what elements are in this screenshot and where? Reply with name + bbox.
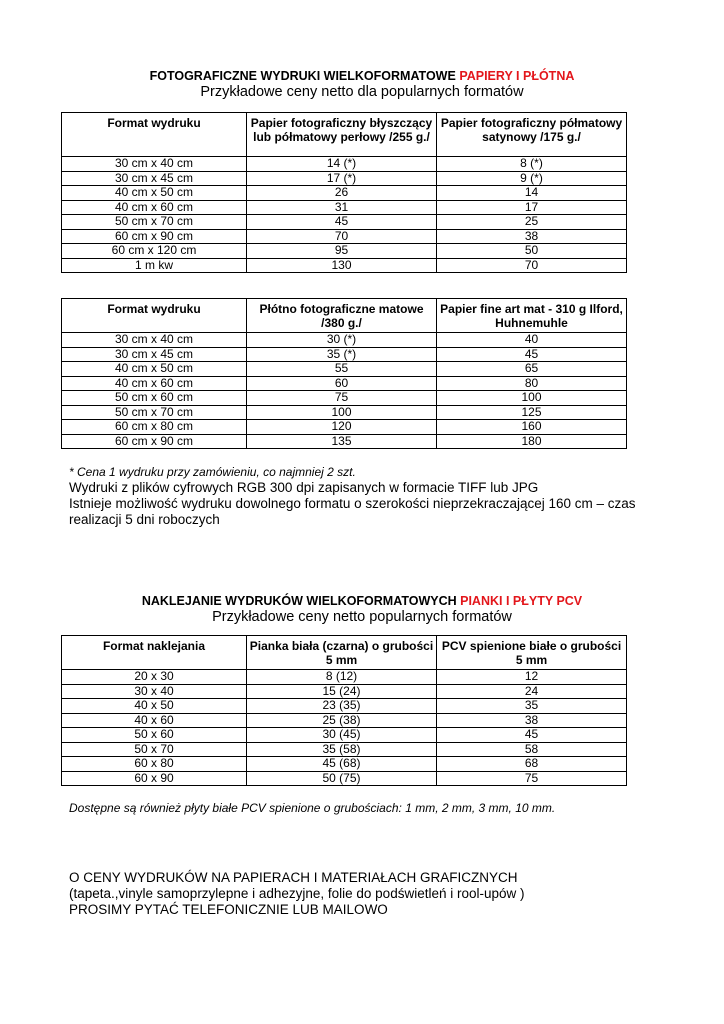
table-cell: 15 (24) (247, 684, 437, 699)
table-row (62, 347, 627, 362)
table-cell: 120 (247, 420, 437, 435)
table-cell: 50 cm x 60 cm (62, 391, 247, 406)
table-cell: 30 (45) (247, 728, 437, 743)
table-row (62, 376, 627, 391)
table-row (62, 333, 627, 348)
table-cell: 45 (437, 728, 627, 743)
table-cell: 8 (*) (437, 157, 627, 172)
table-cell: 40 x 60 (62, 713, 247, 728)
table-cell: 1 m kw (62, 258, 247, 273)
table-cell: 30 x 40 (62, 684, 247, 699)
table-cell: 50 (437, 244, 627, 259)
table-row (62, 728, 627, 743)
table-cell: 75 (437, 771, 627, 786)
table-cell: 100 (247, 405, 437, 420)
table-row (62, 757, 627, 772)
notes1-line1: Wydruki z plików cyfrowych RGB 300 dpi zapisanych w formacie TIFF lub JPG (69, 480, 539, 495)
table-cell: 17 (*) (247, 171, 437, 186)
table-row (62, 670, 627, 685)
table-cell: 26 (247, 186, 437, 201)
contact-block (69, 870, 669, 918)
table-cell: 14 (*) (247, 157, 437, 172)
table-cell: 125 (437, 405, 627, 420)
table3-header-format: Format naklejania (62, 636, 247, 670)
table-row (62, 171, 627, 186)
table-cell: 9 (*) (437, 171, 627, 186)
table-cell: 40 cm x 50 cm (62, 186, 247, 201)
table-cell: 20 x 30 (62, 670, 247, 685)
section1-title-red: PAPIERY I PŁÓTNA (459, 69, 575, 83)
table-cell: 25 (38) (247, 713, 437, 728)
table-row (62, 244, 627, 259)
table2-header-format: Format wydruku (62, 299, 247, 333)
table-cell: 38 (437, 713, 627, 728)
table-cell: 50 cm x 70 cm (62, 215, 247, 230)
table-cell: 50 x 70 (62, 742, 247, 757)
table-row (62, 215, 627, 230)
table-cell: 65 (437, 362, 627, 377)
section2-title-black: NAKLEJANIE WYDRUKÓW WIELKOFORMATOWYCH (141, 594, 457, 608)
table-cell: 30 cm x 45 cm (62, 347, 247, 362)
notes1-line2: Istnieje możliwość wydruku dowolnego formatu o szerokości nieprzekraczającej 160 cm – czas (69, 496, 636, 511)
table1-header-satin: Papier fotograficzny półmatowy satynowy /175 g./ (437, 113, 627, 157)
table2-header-fineart: Papier fine art mat - 310 g Ilford, Huhnemuhle (437, 299, 627, 333)
table-cell: 45 (437, 347, 627, 362)
table-cell: 100 (437, 391, 627, 406)
table-cell: 50 (75) (247, 771, 437, 786)
table2 (61, 298, 627, 449)
table-cell: 14 (437, 186, 627, 201)
table-cell: 80 (437, 376, 627, 391)
section1-title-black: FOTOGRAFICZNE WYDRUKI WIELKOFORMATOWE (149, 69, 456, 83)
table-cell: 40 cm x 60 cm (62, 200, 247, 215)
table-cell: 130 (247, 258, 437, 273)
section1-subtitle: Przykładowe ceny netto dla popularnych formatów (200, 84, 524, 100)
table-cell: 31 (247, 200, 437, 215)
table-cell: 70 (437, 258, 627, 273)
table-cell: 17 (437, 200, 627, 215)
table-row (62, 434, 627, 449)
table-row (62, 391, 627, 406)
contact-line3: PROSIMY PYTAĆ TELEFONICZNIE LUB MAILOWO (69, 902, 388, 917)
table-cell: 30 (*) (247, 333, 437, 348)
table-cell: 60 cm x 90 cm (62, 434, 247, 449)
section2-title (0, 594, 724, 608)
table-cell: 75 (247, 391, 437, 406)
table-cell: 25 (437, 215, 627, 230)
table-cell: 45 (68) (247, 757, 437, 772)
table-cell: 30 cm x 40 cm (62, 157, 247, 172)
table-cell: 60 (247, 376, 437, 391)
table-cell: 40 (437, 333, 627, 348)
table-cell: 40 cm x 50 cm (62, 362, 247, 377)
table-row (62, 186, 627, 201)
table-row (62, 771, 627, 786)
table-row (62, 157, 627, 172)
table-cell: 60 x 80 (62, 757, 247, 772)
footnote: * Cena 1 wydruku przy zamówieniu, co najmniej 2 szt. (69, 465, 356, 479)
table-row (62, 229, 627, 244)
table-cell: 60 cm x 90 cm (62, 229, 247, 244)
table1-header-format: Format wydruku (62, 113, 247, 157)
table-cell: 70 (247, 229, 437, 244)
table-cell: 40 cm x 60 cm (62, 376, 247, 391)
contact-line2: (tapeta.,vinyle samoprzylepne i adhezyjne, folie do podświetleń i rool-upów ) (69, 886, 525, 901)
table-cell: 58 (437, 742, 627, 757)
section1-title (0, 69, 724, 83)
table-cell: 60 cm x 80 cm (62, 420, 247, 435)
table-cell: 12 (437, 670, 627, 685)
table-cell: 35 (*) (247, 347, 437, 362)
contact-line1: O CENY WYDRUKÓW NA PAPIERACH I MATERIAŁACH GRAFICZNYCH (69, 870, 518, 885)
notes1-line3: realizacji 5 dni roboczych (69, 512, 220, 527)
table-cell: 24 (437, 684, 627, 699)
table-row (62, 699, 627, 714)
table-row (62, 742, 627, 757)
table-cell: 95 (247, 244, 437, 259)
table-cell: 50 x 60 (62, 728, 247, 743)
table-cell: 135 (247, 434, 437, 449)
table-cell: 68 (437, 757, 627, 772)
table-cell: 45 (247, 215, 437, 230)
table3-header-row (62, 636, 627, 670)
section2-title-red: PIANKI I PŁYTY PCV (460, 594, 583, 608)
table-row (62, 405, 627, 420)
table3-header-foam: Pianka biała (czarna) o grubości 5 mm (247, 636, 437, 670)
table-cell: 50 cm x 70 cm (62, 405, 247, 420)
table-cell: 35 (58) (247, 742, 437, 757)
notes1-block (69, 480, 649, 528)
table-cell: 180 (437, 434, 627, 449)
table1 (61, 112, 627, 273)
table-cell: 60 cm x 120 cm (62, 244, 247, 259)
table-row (62, 200, 627, 215)
table-cell: 160 (437, 420, 627, 435)
table-row (62, 420, 627, 435)
table1-header-row (62, 113, 627, 157)
table-cell: 40 x 50 (62, 699, 247, 714)
table3 (61, 635, 627, 786)
table-row (62, 684, 627, 699)
pvc-thickness-note: Dostępne są również płyty białe PCV spienione o grubościach: 1 mm, 2 mm, 3 mm, 10 mm. (69, 801, 556, 815)
table-cell: 55 (247, 362, 437, 377)
table2-header-canvas: Płótno fotograficzne matowe /380 g./ (247, 299, 437, 333)
table1-header-glossy: Papier fotograficzny błyszczący lub półmatowy perłowy /255 g./ (247, 113, 437, 157)
table-row (62, 362, 627, 377)
table-cell: 38 (437, 229, 627, 244)
table-cell: 30 cm x 45 cm (62, 171, 247, 186)
table3-header-pvc: PCV spienione białe o grubości 5 mm (437, 636, 627, 670)
table-row (62, 258, 627, 273)
table-row (62, 713, 627, 728)
table2-header-row (62, 299, 627, 333)
section2-subtitle: Przykładowe ceny netto popularnych formatów (212, 609, 512, 625)
table-cell: 60 x 90 (62, 771, 247, 786)
table-cell: 35 (437, 699, 627, 714)
table-cell: 8 (12) (247, 670, 437, 685)
table-cell: 30 cm x 40 cm (62, 333, 247, 348)
table-cell: 23 (35) (247, 699, 437, 714)
